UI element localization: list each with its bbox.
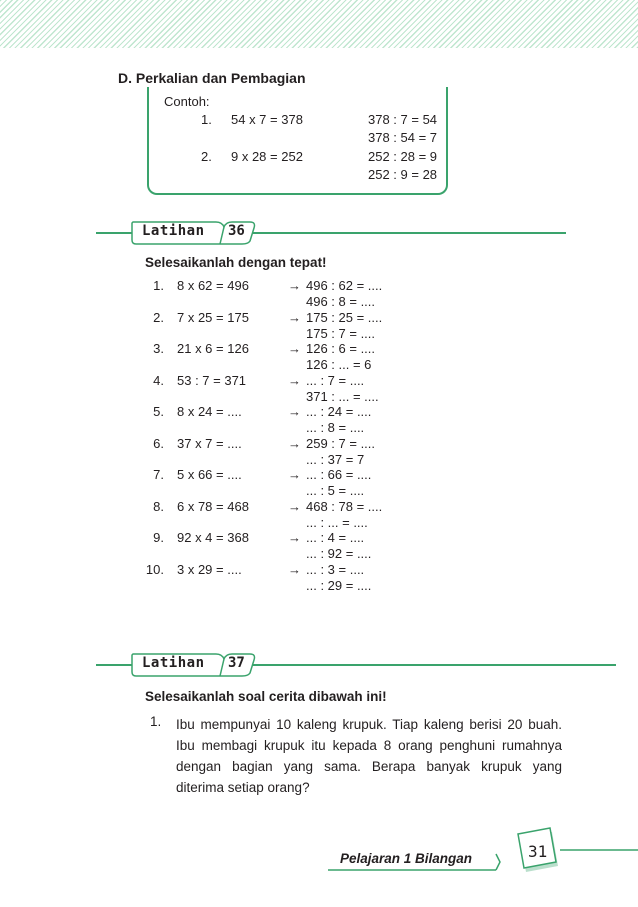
latihan-36-tag [130, 219, 258, 245]
right-arrow-icon: → [288, 341, 301, 356]
latihan-36-label: Latihan [142, 223, 205, 239]
exercise-division-2: 126 : ... = 6 [306, 357, 372, 372]
latihan-37-number: 37 [228, 655, 245, 671]
exercise-number: 7. [153, 467, 164, 482]
example-right: 378 : 7 = 54 [368, 112, 438, 127]
example-num: 1. [201, 112, 212, 127]
exercise-number: 1. [153, 278, 164, 293]
exercise-number: 9. [153, 530, 164, 545]
example-right: 252 : 9 = 28 [368, 167, 438, 182]
right-arrow-icon: → [288, 404, 301, 419]
exercise-number: 2. [153, 309, 164, 325]
right-arrow-icon: → [288, 435, 301, 451]
exercise-division-2: ... : 29 = .... [306, 577, 372, 593]
exercise-multiplication: 8 x 62 = 496 [177, 278, 249, 293]
right-arrow-icon: → [288, 278, 301, 293]
page-number: 31 [528, 842, 548, 861]
exercise-division-2: ... : 5 = .... [306, 483, 365, 498]
exercise-division-1: ... : 66 = .... [306, 467, 372, 482]
example-left: 54 x 7 = 378 [231, 112, 303, 127]
exercise-division-1: ... : 4 = .... [306, 530, 365, 545]
exercise-division-2: ... : ... = .... [306, 514, 368, 530]
latihan-37-tag [130, 651, 258, 677]
exercise-multiplication: 21 x 6 = 126 [177, 341, 249, 356]
exercise-division-2: 371 : ... = .... [306, 388, 379, 404]
exercise-multiplication: 53 : 7 = 371 [177, 372, 247, 388]
example-right: 378 : 54 = 7 [368, 130, 438, 145]
latihan-36-number: 36 [228, 223, 245, 239]
exercise-number: 5. [153, 404, 164, 419]
latihan-36-instruction: Selesaikanlah dengan tepat! [145, 255, 327, 270]
exercise-number: 6. [153, 435, 164, 451]
footer-frame [320, 820, 638, 880]
exercise-division-1: 468 : 78 = .... [306, 498, 383, 514]
exercise-division-2: ... : 37 = 7 [306, 451, 365, 467]
right-arrow-icon: → [288, 561, 301, 577]
exercise-division-2: ... : 92 = .... [306, 546, 372, 561]
example-right: 252 : 28 = 9 [368, 149, 438, 164]
example-left: 9 x 28 = 252 [231, 149, 303, 164]
latihan-37-label: Latihan [142, 655, 205, 671]
latihan-37-instruction: Selesaikanlah soal cerita dibawah ini! [145, 689, 387, 704]
exercise-division-1: 126 : 6 = .... [306, 341, 376, 356]
exercise-division-1: ... : 24 = .... [306, 404, 372, 419]
exercise-multiplication: 7 x 25 = 175 [177, 309, 249, 325]
exercise-number: 3. [153, 341, 164, 356]
section-title: D. Perkalian dan Pembagian [118, 70, 306, 86]
example-num: 2. [201, 149, 212, 164]
example-label: Contoh: [164, 94, 210, 109]
exercise-division-1: 496 : 62 = .... [306, 278, 383, 293]
story-number: 1. [150, 714, 162, 729]
exercise-division-2: 496 : 8 = .... [306, 294, 376, 309]
exercise-number: 10. [145, 561, 164, 577]
exercise-multiplication: 8 x 24 = .... [177, 404, 242, 419]
header-hatch-band [0, 0, 638, 48]
exercise-number: 8. [153, 498, 164, 514]
right-arrow-icon: → [288, 498, 301, 514]
right-arrow-icon: → [288, 309, 301, 325]
exercise-division-2: ... : 8 = .... [306, 420, 365, 435]
exercise-multiplication: 3 x 29 = .... [177, 561, 242, 577]
footer-book-title: Pelajaran 1 Bilangan [340, 851, 473, 866]
exercise-multiplication: 37 x 7 = .... [177, 435, 242, 451]
right-arrow-icon: → [288, 467, 301, 482]
story-text: Ibu mempunyai 10 kaleng krupuk. Tiap kaleng berisi 20 buah. Ibu membagi krupuk itu kepada 8 orang penghuni rumahnya dengan bagian yang sama. Berapa banyak krupuk yang diterima setiap orang? [176, 717, 562, 795]
exercise-multiplication: 92 x 4 = 368 [177, 530, 249, 545]
exercise-division-2: 175 : 7 = .... [306, 325, 376, 341]
right-arrow-icon: → [288, 530, 301, 545]
exercise-division-1: ... : 3 = .... [306, 561, 365, 577]
exercise-multiplication: 6 x 78 = 468 [177, 498, 249, 514]
exercise-number: 4. [153, 372, 164, 388]
right-arrow-icon: → [288, 372, 301, 388]
exercise-division-1: 175 : 25 = .... [306, 309, 383, 325]
exercise-division-1: 259 : 7 = .... [306, 435, 376, 451]
exercise-division-1: ... : 7 = .... [306, 372, 365, 388]
example-box [147, 89, 448, 195]
exercise-multiplication: 5 x 66 = .... [177, 467, 242, 482]
